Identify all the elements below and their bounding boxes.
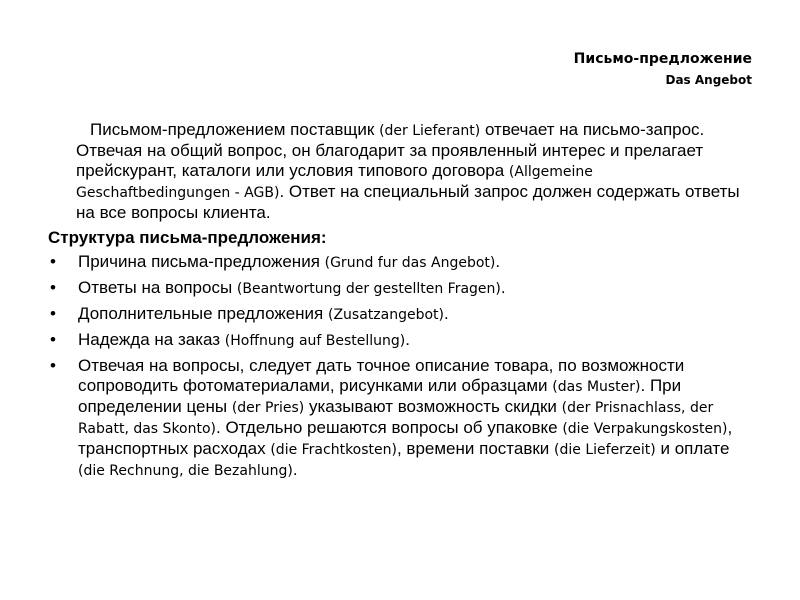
list-item [48,356,748,481]
item-text: . [405,330,411,349]
item-german-term: (die Verpakungskosten) [562,421,728,437]
intro-text: отвечает на письмо-запрос. Отвечая на общий вопрос, он благодарит за проявленный интерес и прелагает прейскурант, каталоги или условия типового договора [76,120,705,180]
item-text: Дополнительные предложения [78,304,328,323]
item-german-term: (die Rechnung, die Bezahlung) [78,463,293,479]
item-german-term: (der Pries) [231,400,305,416]
item-text: Ответы на вопросы [78,278,237,297]
intro-german-term: (der Lieferant) [379,123,481,139]
slide-body [48,120,748,486]
item-german-term: (das Muster) [552,379,641,395]
intro-text: . Ответ на специальный запрос должен содержать ответы на все вопросы клиента. [76,182,740,222]
item-text: Отвечая на вопросы, следует дать точное описание товара, по возможности сопроводить фотоматериалами, рисунками или образцами [78,356,685,395]
list-item [48,304,748,325]
item-german-term: (Beantwortung der gestellten Fragen) [236,281,501,297]
item-german-term: (Hoffnung auf Bestellung) [224,333,406,349]
item-text: указывают возможность скидки [304,397,562,416]
item-text: . [292,460,298,479]
intro-text: Письмом-предложением поставщик [90,120,380,139]
item-text: . Отдельно решаются вопросы об упаковке [216,418,563,437]
item-text: . При определении цены [78,376,682,416]
item-german-term: (die Lieferzeit) [554,442,656,458]
item-german-term: (die Frachtkosten) [270,442,397,458]
list-item [48,252,748,273]
item-german-term: (Grund fur das Angebot) [324,255,496,271]
intro-german-term: (Allgemeine Geschaftbedingungen - AGB) [76,164,593,201]
bullet-icon: • [50,252,56,271]
slide-title-block [574,48,752,90]
list-item [48,330,748,351]
list-item [48,278,748,299]
intro-paragraph [48,120,748,223]
bullet-icon: • [50,330,56,349]
slide-title: Письмо-предложение [573,51,752,67]
bullet-icon: • [50,356,56,375]
item-text: и оплате [655,439,730,458]
item-text: . [500,278,506,297]
item-german-term: (der Prisnachlass, der Rabatt, das Skonto) [78,400,714,437]
structure-heading: Структура письма-предложения: [48,228,327,247]
item-text: . [443,304,449,323]
slide-subtitle: Das Angebot [665,73,752,87]
bullet-icon: • [50,278,56,297]
item-text: . [495,252,501,271]
bullet-icon: • [50,304,56,323]
item-text: Надежда на заказ [78,330,225,349]
item-text: Причина письма-предложения [78,252,325,271]
item-text: , транспортных расходах [78,418,733,458]
item-text: , времени поставки [396,439,555,458]
structure-list [48,252,748,481]
item-german-term: (Zusatzangebot) [327,307,444,323]
